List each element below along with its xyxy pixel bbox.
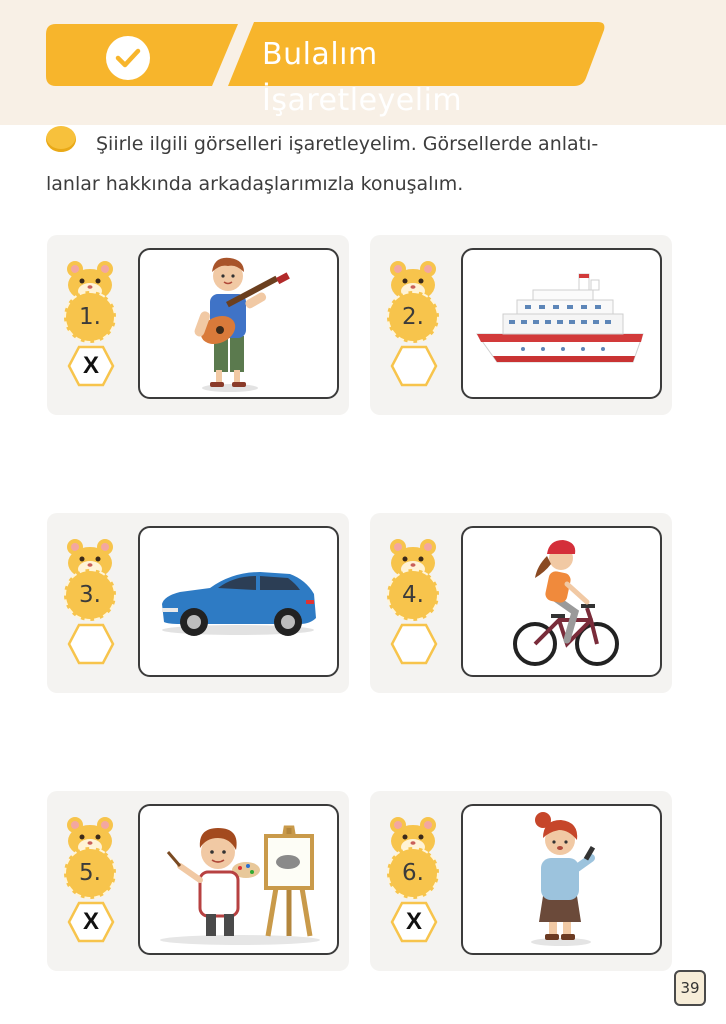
answer-mark [67, 623, 115, 665]
answer-mark [390, 623, 438, 665]
item-number: 3. [64, 569, 116, 621]
item-number: 1. [64, 291, 116, 343]
item-number: 2. [387, 291, 439, 343]
item-card-6 [370, 791, 672, 971]
instruction-line-1: Şiirle ilgili görselleri işaretleyelim. Görsellerde anlatı- [96, 133, 599, 155]
item-card-1 [47, 235, 349, 415]
image-blue-car [138, 526, 339, 677]
item-number: 4. [387, 569, 439, 621]
item-number: 6. [387, 847, 439, 899]
page-number: 39 [674, 970, 706, 1006]
check-icon [106, 36, 150, 80]
instruction-line-2: lanlar hakkında arkadaşlarımızla konuşalım. [46, 173, 464, 195]
image-boy-playing-guitar [138, 248, 339, 399]
instruction-text [46, 124, 666, 204]
answer-mark: X [82, 908, 99, 935]
item-card-2 [370, 235, 672, 415]
image-girl-riding-bicycle [461, 526, 662, 677]
item-card-4 [370, 513, 672, 693]
item-card-3 [47, 513, 349, 693]
answer-mark: X [82, 352, 99, 379]
answer-mark: X [405, 908, 422, 935]
page-title: Bulalım İşaretleyelim [262, 37, 463, 118]
image-boy-painting-at-easel [138, 804, 339, 955]
image-girl-singing-with-microphone [461, 804, 662, 955]
image-cruise-ship [461, 248, 662, 399]
item-card-5 [47, 791, 349, 971]
answer-mark [390, 345, 438, 387]
item-number: 5. [64, 847, 116, 899]
